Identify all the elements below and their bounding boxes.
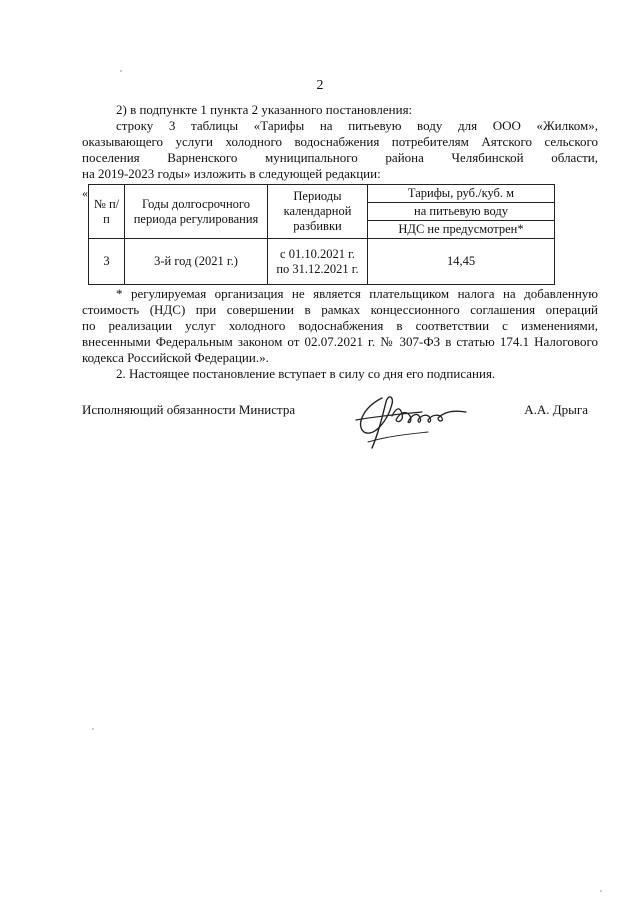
tariff-table: [88, 184, 555, 285]
paragraph-line: поселения Варненского муниципального района Челябинской области,: [82, 150, 598, 165]
header-number: № п/п: [89, 185, 125, 239]
footnote-line: стоимость (НДС) при совершении в рамках концессионного соглашения операций: [82, 302, 598, 317]
scan-speck: [120, 70, 122, 72]
paragraph-line: на 2019-2023 годы» изложить в следующей редакции:: [82, 166, 381, 181]
footnote-line: по реализации услуг холодного водоснабжения в соответствии с изменениями,: [82, 318, 598, 333]
footnote-line: кодекса Российской Федерации.».: [82, 350, 269, 365]
effective-line: 2. Настоящее постановление вступает в силу со дня его подписания.: [116, 366, 496, 381]
header-tariffs: Тарифы, руб./куб. м: [368, 185, 555, 203]
table-row: [89, 239, 555, 285]
signer-title: Исполняющий обязанности Министра: [82, 402, 296, 417]
footnote-line: внесенными Федеральным законом от 02.07.2021 г. № 307-ФЗ в статью 174.1 Налогового: [82, 334, 598, 349]
header-years: Годы долгосрочного периода регулирования: [125, 185, 268, 239]
header-periods: Периоды календарной разбивки: [268, 185, 368, 239]
signature-block: [82, 398, 598, 458]
scan-speck: [600, 890, 602, 892]
footnote: [82, 286, 598, 366]
scan-speck: [92, 728, 94, 730]
period-from: с 01.10.2021 г.: [280, 246, 355, 261]
period-to: по 31.12.2021 г.: [276, 261, 359, 276]
table-header-row: [89, 185, 555, 203]
paragraph-line: строку 3 таблицы «Тарифы на питьевую воду для ООО «Жилком»,: [116, 118, 598, 133]
page-number: 2: [316, 78, 324, 93]
cell-number: 3: [89, 239, 125, 285]
footnote-line: * регулируемая организация не является плательщиком налога на добавленную: [116, 286, 598, 301]
cell-period: [268, 239, 368, 285]
header-vat: НДС не предусмотрен*: [368, 221, 555, 239]
opening-quote: «: [82, 186, 88, 200]
handwritten-signature: [348, 390, 478, 456]
intro-paragraph: [82, 102, 598, 118]
signer-name: А.А. Дрыга: [524, 402, 588, 417]
effective-paragraph: [82, 366, 598, 382]
row-paragraph: [82, 118, 598, 182]
header-drinking-water: на питьевую воду: [368, 203, 555, 221]
intro-line: 2) в подпункте 1 пункта 2 указанного постановления:: [116, 102, 413, 117]
cell-tariff: 14,45: [368, 239, 555, 285]
paragraph-line: оказывающего услуги холодного водоснабжения потребителям Аятского сельского: [82, 134, 598, 149]
cell-year: 3-й год (2021 г.): [125, 239, 268, 285]
